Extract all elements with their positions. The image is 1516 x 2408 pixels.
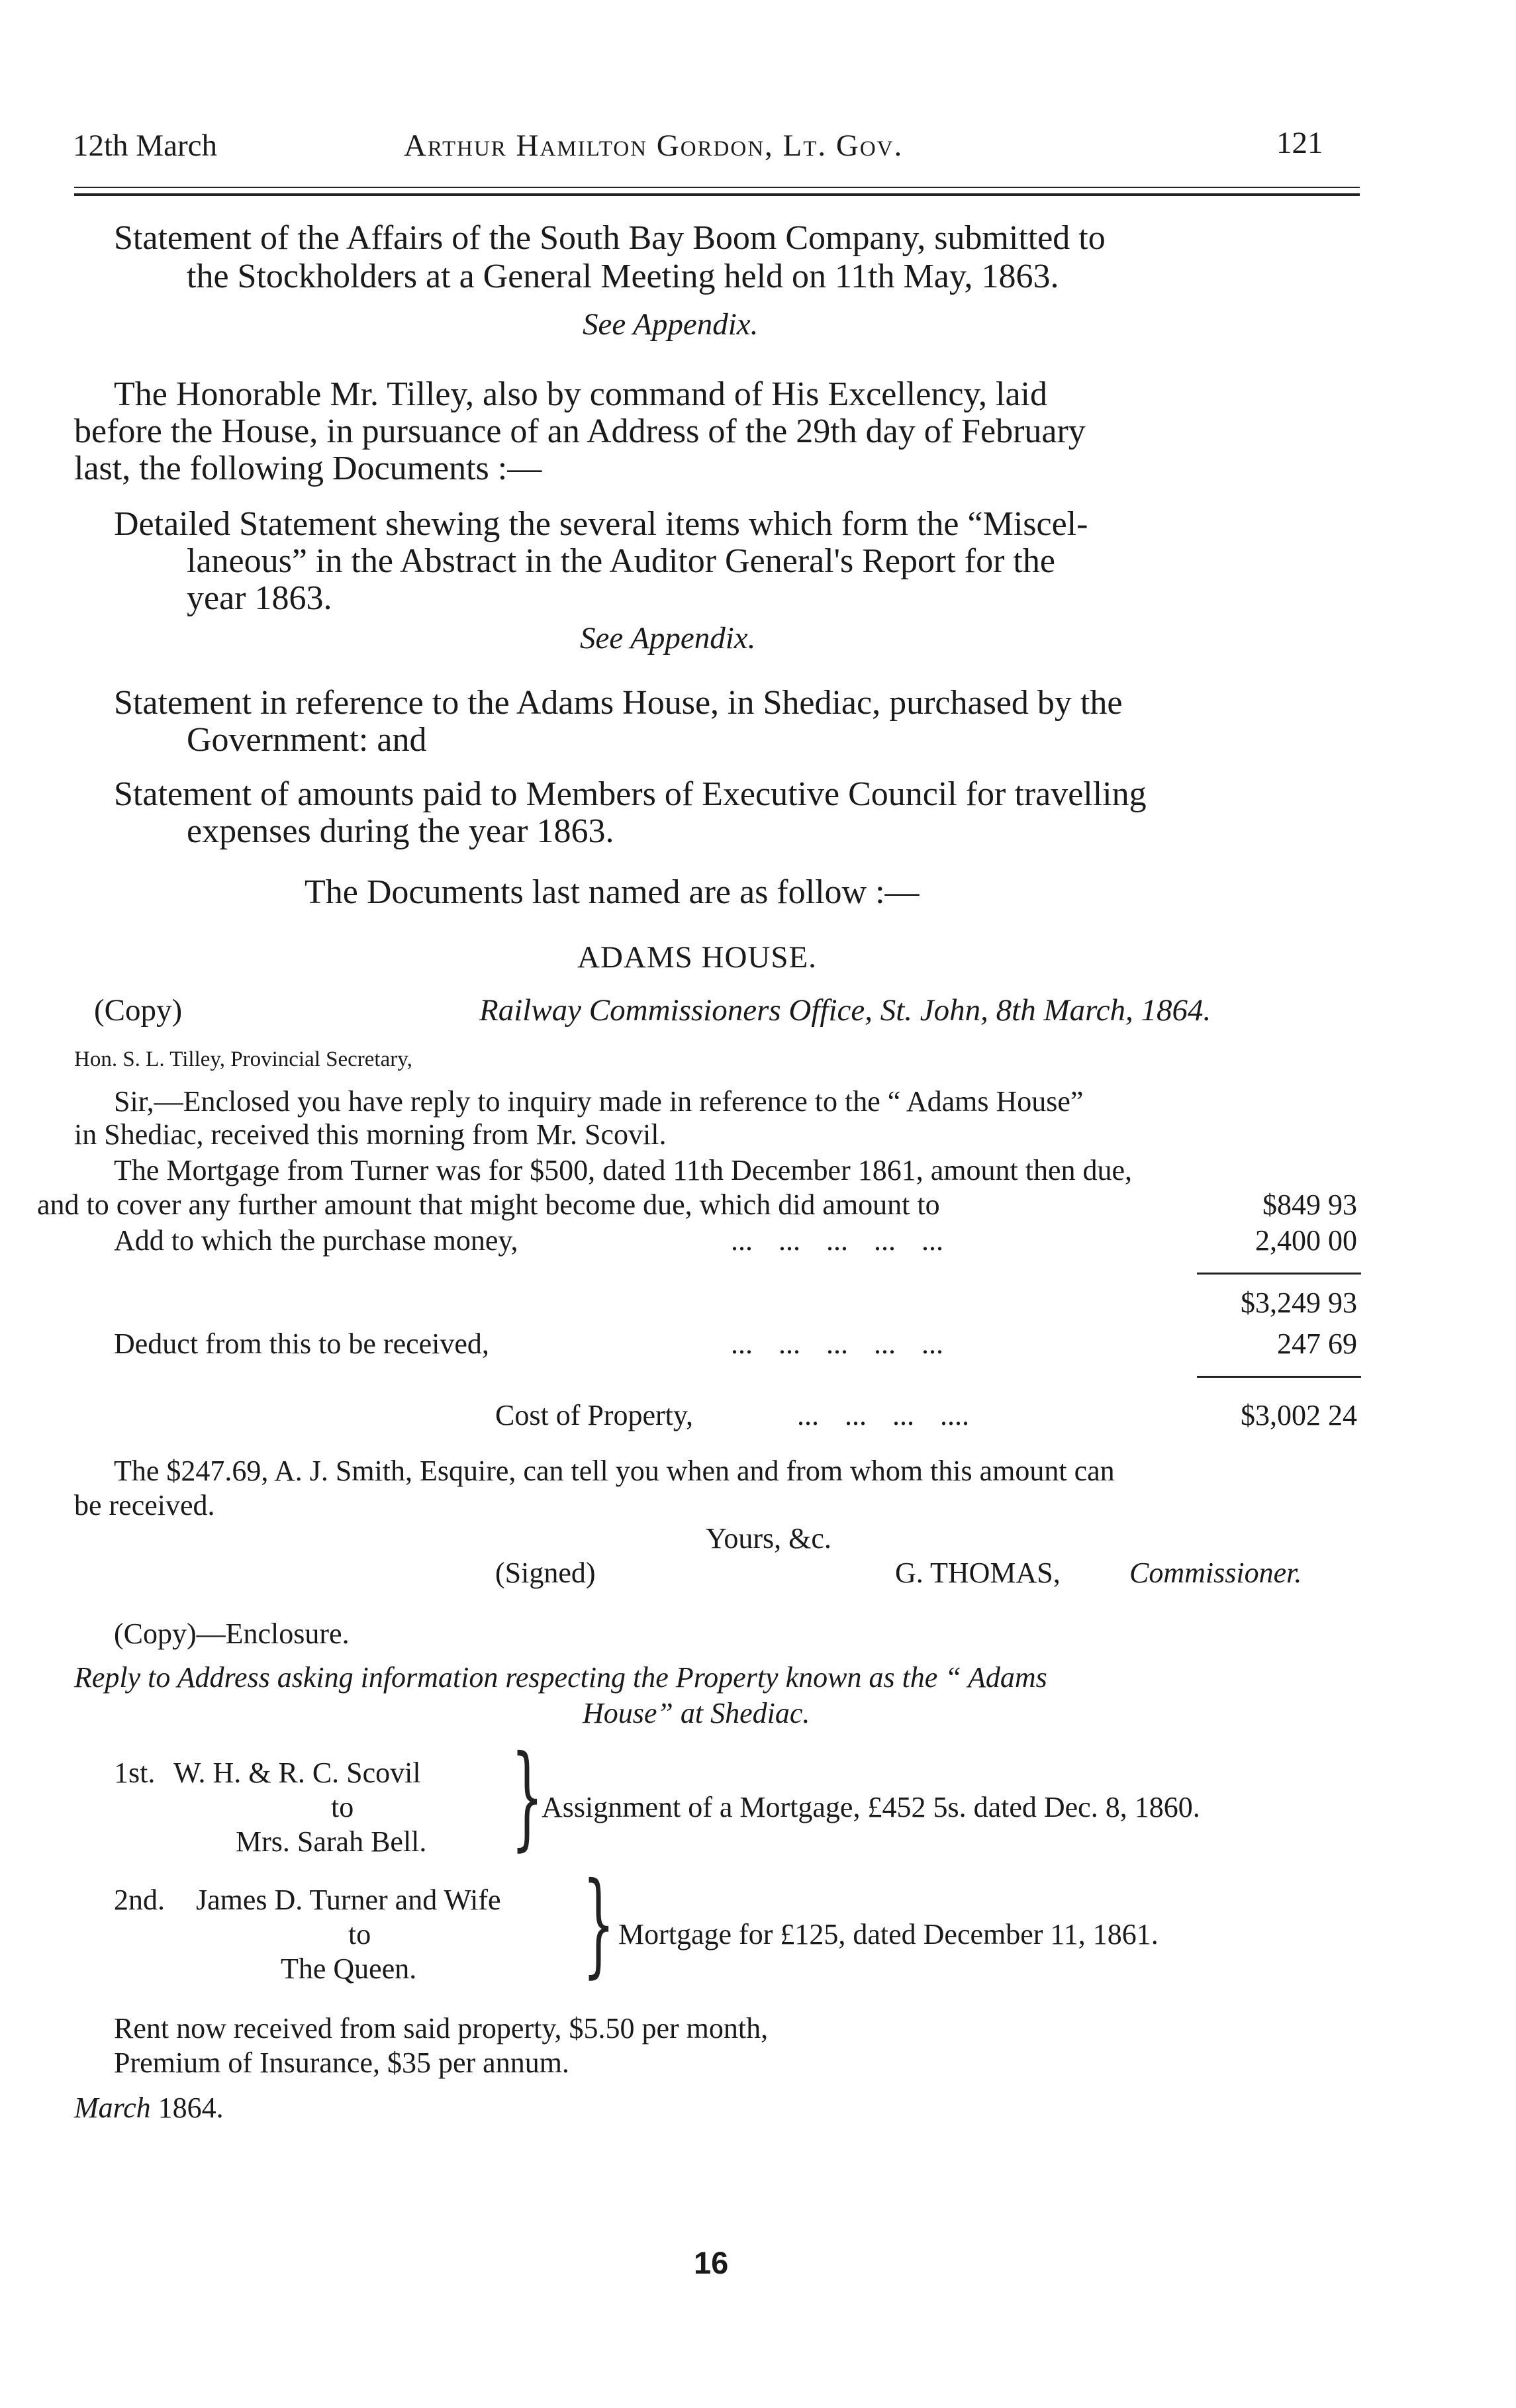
enclosure-date (74, 2091, 224, 2125)
signature-title: Commissioner. (1129, 1557, 1302, 1589)
adams-statement-line1: Statement in reference to the Adams House, in Shediac, purchased by the (114, 684, 1123, 722)
purchase-label: Add to which the purchase money, (114, 1224, 518, 1257)
amounts-statement-line2: expenses during the year 1863. (187, 812, 614, 850)
header-rule-thick (74, 193, 1360, 196)
signature-name: G. THOMAS, (895, 1557, 1061, 1589)
letter-mortgage-line1: The Mortgage from Turner was for $500, dated 11th December 1861, amount then due, (114, 1154, 1133, 1186)
cost-label: Cost of Property, (495, 1399, 694, 1431)
statement1-line2: the Stockholders at a General Meeting held on 11th May, 1863. (187, 258, 1059, 295)
item2-party2: The Queen. (281, 1952, 417, 1985)
item1-brace: } (511, 1731, 544, 1862)
letter-sir-line2: in Shediac, received this morning from Mr. Scovil. (74, 1118, 667, 1151)
item2-number: 2nd. (114, 1884, 165, 1916)
para1-line3: last, the following Documents :— (74, 450, 542, 487)
rent-line: Rent now received from said property, $5.50 per month, (114, 2012, 769, 2045)
header-title: Arthur Hamilton Gordon, Lt. Gov. (404, 128, 904, 163)
detailed-line1: Detailed Statement shewing the several items which form the “Miscel- (114, 505, 1088, 543)
smith-line2: be received. (74, 1489, 215, 1521)
cost-amount: $3,002 24 (1241, 1399, 1357, 1431)
smith-line1: The $247.69, A. J. Smith, Esquire, can tell you when and from whom this amount can (114, 1455, 1115, 1487)
premium-line: Premium of Insurance, $35 per annum. (114, 2047, 569, 2079)
letter-office: Railway Commissioners Office, St. John, 8th March, 1864. (479, 993, 1211, 1028)
item1-party2: Mrs. Sarah Bell. (236, 1825, 427, 1858)
subtotal-amount: $3,249 93 (1241, 1286, 1357, 1319)
date-month: March (74, 2092, 151, 2124)
purchase-amount: 2,400 00 (1255, 1224, 1357, 1257)
item1-to: to (331, 1791, 354, 1823)
cost-dots: ... ... ... .... (797, 1399, 969, 1431)
amounts-statement-line1: Statement of amounts paid to Members of Executive Council for travelling (114, 775, 1147, 813)
total-rule (1197, 1376, 1361, 1378)
detailed-line3: year 1863. (187, 579, 332, 617)
item2-party1: James D. Turner and Wife (196, 1884, 501, 1916)
para1-line2: before the House, in pursuance of an Address of the 29th day of February (74, 412, 1086, 450)
mortgage-amount: $849 93 (1262, 1188, 1357, 1221)
para1-line1: The Honorable Mr. Tilley, also by command of His Excellency, laid (114, 375, 1047, 413)
letter-sir-line1: Sir,—Enclosed you have reply to inquiry made in reference to the “ Adams House” (114, 1085, 1084, 1118)
enclosure-reply-line2: House” at Shediac. (583, 1697, 810, 1729)
statement1-see-appendix: See Appendix. (583, 307, 759, 342)
detailed-line2: laneous” in the Abstract in the Auditor General's Report for the (187, 542, 1055, 580)
item1-party1: W. H. & R. C. Scovil (173, 1757, 421, 1789)
adams-statement-line2: Government: and (187, 721, 427, 759)
documents-follow: The Documents last named are as follow :— (305, 873, 920, 911)
yours: Yours, &c. (706, 1522, 831, 1555)
item1-number: 1st. (114, 1757, 156, 1789)
deduct-dots: ... ... ... ... ... (731, 1327, 943, 1360)
enclosure-copy: (Copy)—Enclosure. (114, 1617, 350, 1650)
subtotal-rule (1197, 1273, 1361, 1275)
deduct-label: Deduct from this to be received, (114, 1327, 489, 1360)
letter-addressee: Hon. S. L. Tilley, Provincial Secretary, (74, 1047, 412, 1071)
detailed-see-appendix: See Appendix. (580, 621, 756, 655)
adams-house-title: ADAMS HOUSE. (577, 940, 817, 975)
header-rule-thin (74, 187, 1360, 188)
enclosure-reply-line1: Reply to Address asking information respecting the Property known as the “ Adams (74, 1661, 1047, 1694)
header-date: 12th March (73, 128, 217, 163)
letter-mortgage-line2: and to cover any further amount that might become due, which did amount to (37, 1188, 940, 1221)
item2-to: to (348, 1918, 371, 1950)
letter-copy: (Copy) (94, 993, 183, 1028)
purchase-dots: ... ... ... ... ... (731, 1224, 943, 1257)
item1-description: Assignment of a Mortgage, £452 5s. dated Dec. 8, 1860. (542, 1791, 1200, 1823)
page-number: 121 (1276, 126, 1323, 160)
statement1-line1: Statement of the Affairs of the South Bay Boom Company, submitted to (114, 219, 1106, 257)
item2-description: Mortgage for £125, dated December 11, 1861. (618, 1918, 1159, 1950)
item2-brace: } (583, 1858, 615, 1990)
signature-mark: 16 (694, 2245, 729, 2280)
deduct-amount: 247 69 (1277, 1327, 1357, 1360)
signed: (Signed) (495, 1557, 596, 1589)
date-year: 1864. (158, 2092, 224, 2124)
